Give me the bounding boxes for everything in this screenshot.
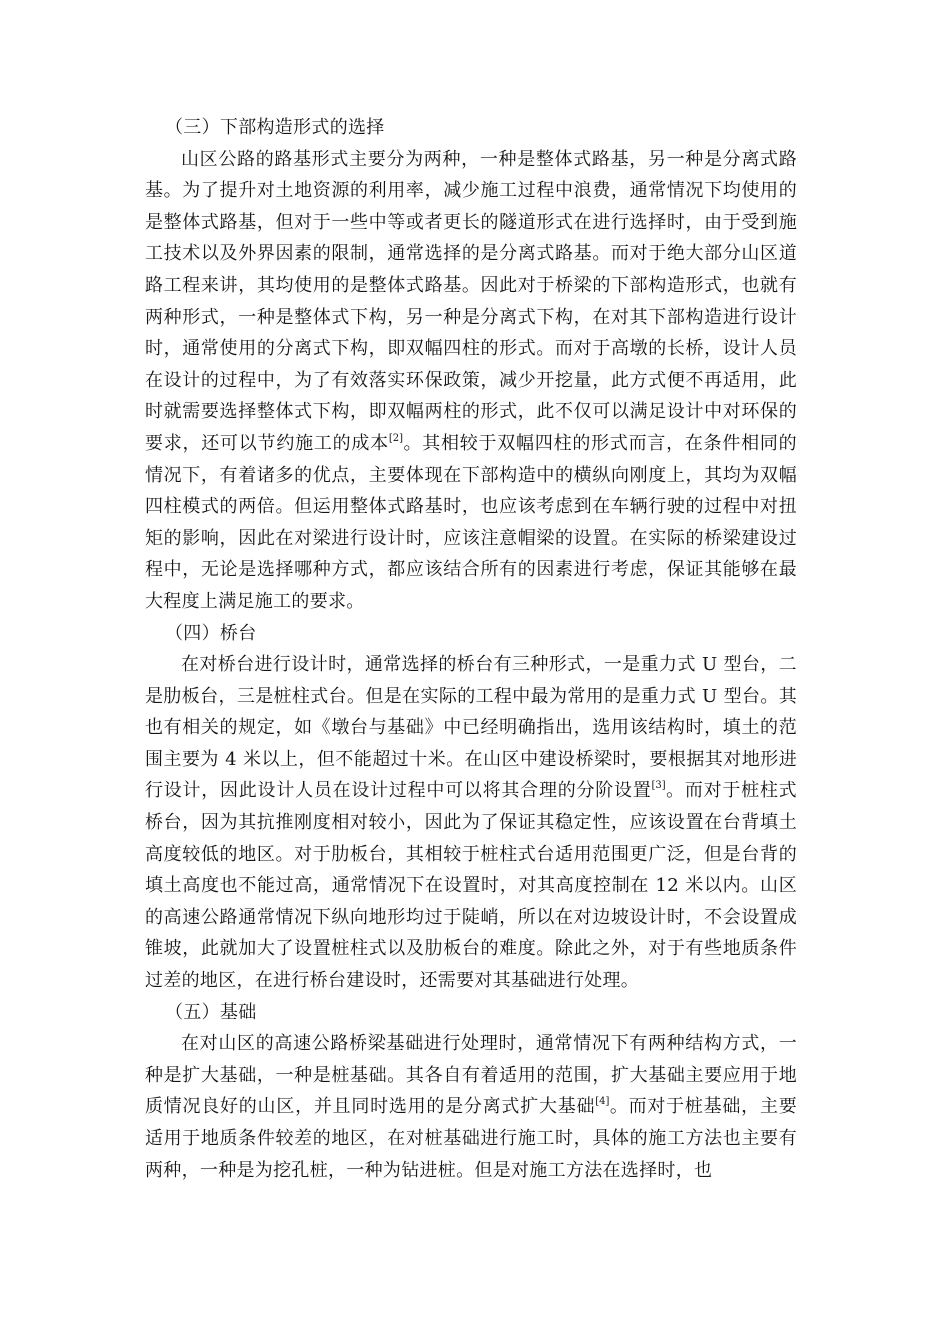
paragraph-text: 。而对于桩基础，主要适用于地质条件较差的地区，在对桩基础进行施工时，具体的施工方法也主要有两种，一种是为挖孔桩，一种为钻进桩。但是对施工方法在选择时，也 <box>145 1096 798 1181</box>
section-heading-3: （三）下部构造形式的选择 <box>165 117 385 138</box>
section-paragraph-3 <box>145 144 797 618</box>
paragraph-text: 。而对于桩柱式桥台，因为其抗推刚度相对较小，因此为了保证其稳定性，应该设置在台背填土高度较低的地区。对于肋板台，其相较于桩柱式台适用范围更广泛，但是台背的填土高度也不能过高，通常情况下在设置时，对其高度控制在 12 米以内。山区的高速公路通常情况下纵向地形均过于陡峭，所以在对边坡设计时，不会设置成锥坡，此就加大了设置桩柱式以及肋板台的难度。除此之外，对于有些地质条件过差的地区，在进行桥台建设时，还需要对其基础进行处理。 <box>145 780 797 992</box>
citation-ref: [4] <box>595 1096 610 1108</box>
citation-ref: [3] <box>651 780 666 792</box>
paragraph-text: 山区公路的路基形式主要分为两种，一种是整体式路基，另一种是分离式路基。为了提升对土地资源的利用率，减少施工过程中浪费，通常情况下均使用的是整体式路基，但对于一些中等或者更长的隧道形式在进行选择时，由于受到施工技术以及外界因素的限制，通常选择的是分离式路基。而对于绝大部分山区道路工程来讲，其均使用的是整体式路基。因此对于桥梁的下部构造形式，也就有两种形式，一种是整体式下构，另一种是分离式下构，在对其下部构造进行设计时，通常使用的分离式下构，即双幅四柱的形式。而对于高墩的长桥，设计人员在设计的过程中，为了有效落实环保政策，减少开挖量，此方式便不再适用，此时就需要选择整体式下构，即双幅两柱的形式，此不仅可以满足设计中对环保的要求，还可以节约施工的成本 <box>145 148 797 454</box>
section-paragraph-5 <box>145 1028 797 1186</box>
section-heading-4: （四）桥台 <box>165 622 257 644</box>
section-paragraph-4 <box>145 649 797 997</box>
paragraph-text: 。其相较于双幅四柱的形式而言，在条件相同的情况下，有着诸多的优点，主要体现在下部构造中的横纵向刚度上，其均为双幅四柱模式的两倍。但运用整体式路基时，也应该考虑到在车辆行驶的过程中对扭矩的影响，因此在对梁进行设计时，应该注意帽梁的设置。在实际的桥梁建设过程中，无论是选择哪种方式，都应该结合所有的因素进行考虑，保证其能够在最大程度上满足施工的要求。 <box>145 432 797 612</box>
section-heading-5: （五）基础 <box>165 1001 257 1023</box>
paragraph-text: 在对桥台进行设计时，通常选择的桥台有三种形式，一是重力式 U 型台，二是肋板台，三是桩柱式台。但是在实际的工程中最为常用的是重力式 U 型台。其也有相关的规定，如《墩台与基础》中已经明确指出，选用该结构时，填土的范围主要为 4 米以上，但不能超过十米。在山区中建设桥梁时，要根据其对地形进行设计，因此设计人员在设计过程中可以将其合理的分阶设置 <box>145 654 797 802</box>
document-body <box>145 112 797 1186</box>
paragraph-text: 在对山区的高速公路桥梁基础进行处理时，通常情况下有两种结构方式，一种是扩大基础，一种是桩基础。其各自有着适用的范围，扩大基础主要应用于地质情况良好的山区，并且同时选用的是分离式扩大基础 <box>145 1033 797 1118</box>
citation-ref: [2] <box>388 432 404 444</box>
